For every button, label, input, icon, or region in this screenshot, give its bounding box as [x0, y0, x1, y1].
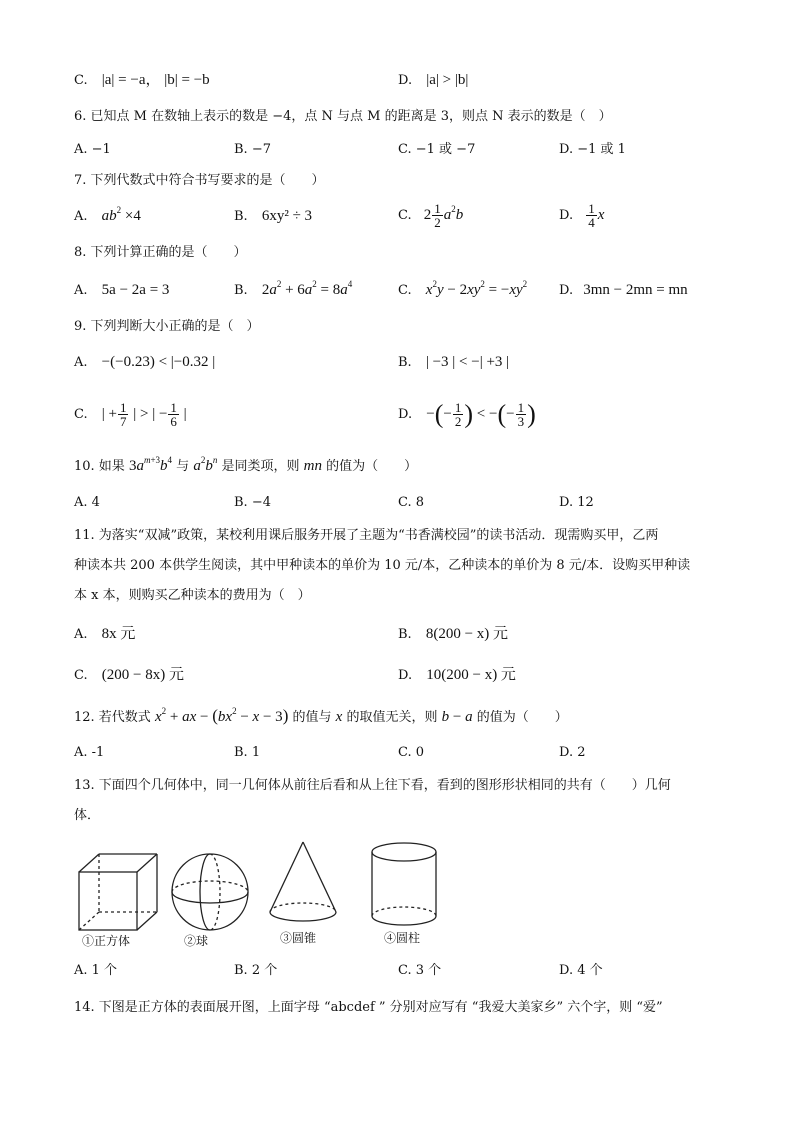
q13-line-2: 体．	[74, 808, 101, 823]
q6-option-b: B. −7	[234, 142, 271, 157]
fig-label-sphere: ②球	[184, 934, 209, 948]
q11-option-c: C. (200 − 8x) 元	[74, 667, 184, 683]
q13-option-c: C. 3 个	[398, 963, 442, 978]
q7-stem: 7. 下列代数式中符合书写要求的是（ ）	[74, 173, 325, 188]
q9-stem: 9. 下列判断大小正确的是（ ）	[74, 319, 260, 334]
q11-option-a: A. 8x 元	[74, 626, 136, 642]
q7-option-b: B. 6xy² ÷ 3	[234, 208, 313, 224]
q10-stem: 10. 如果 $3a^{m+3}b^4$ 与 $a^2b^n$ 是同类项，则 mn 的值为（ ）	[74, 455, 418, 474]
q11-line-3: 本 x 本，则购买乙种读本的费用为（ ）	[74, 588, 311, 603]
q9-option-b: B. | −3 | < −| +3 |	[398, 354, 510, 370]
q12-option-d: D. 2	[559, 745, 586, 760]
q8-option-d: D. 3mn − 2mn = mn	[559, 282, 688, 298]
cylinder-shape	[372, 843, 436, 925]
q10-option-a: A. 4	[74, 495, 100, 510]
q5-option-c: C. |a| = −a， |b| = −b	[74, 72, 210, 88]
q10-option-b: B. −4	[234, 495, 271, 510]
q5-option-d: D. |a| > |b|	[398, 72, 469, 88]
q13-option-d: D. 4 个	[559, 963, 603, 978]
q11-option-d: D. 10(200 − x) 元	[398, 667, 516, 683]
q7-option-a: A. $ab^2 \times 4$	[74, 205, 141, 224]
geometry-figure	[74, 838, 440, 950]
q6-option-c: C. −1 或 −7	[398, 142, 476, 157]
q6-option-d: D. −1 或 1	[559, 142, 626, 157]
q9-option-a: A. −(−0.23) < |−0.32 |	[74, 354, 216, 370]
q8-stem: 8. 下列计算正确的是（ ）	[74, 245, 247, 260]
q5-option-d-math: |a| > |b|	[426, 72, 469, 88]
q7-option-c: C. 2 $\frac{1}{2}$ $a^2b$	[398, 201, 464, 231]
q12-stem: 12. 若代数式 $x^2$ + ax − $(bx^2 - x - 3)$ 的值与 x 的取值无关，则 b − a 的值为（ ）	[74, 706, 568, 725]
q7-option-d: D. $\frac{1}{4}$ x	[559, 201, 605, 231]
q13-option-b: B. 2 个	[234, 963, 278, 978]
q10-option-d: D. 12	[559, 495, 594, 510]
sphere-shape	[172, 854, 248, 930]
q10-option-c: C. 8	[398, 495, 425, 510]
q14-line-1: 14. 下图是正方体的表面展开图，上面字母 “abcdef ” 分别对应写有 “我爱大美家乡” 六个字，则 “爱”	[74, 1000, 663, 1015]
q13-line-1: 13. 下面四个几何体中，同一几何体从前往后看和从上往下看，看到的图形形状相同的共有（ ）几何	[74, 778, 671, 793]
q11-line-2: 种读本共 200 本供学生阅读，其中甲种读本的单价为 10 元/本，乙种读本的单价为 8 元/本．设购买甲种读	[74, 558, 691, 573]
q13-option-a: A. 1 个	[74, 963, 118, 978]
q11-line-1: 11. 为落实“双减”政策，某校利用课后服务开展了主题为“书香满校园”的读书活动．现需购买甲，乙两	[74, 528, 659, 543]
q6-stem: 6. 已知点 M 在数轴上表示的数是 −4，点 N 与点 M 的距离是 3，则点 N 表示的数是（ ）	[74, 109, 612, 124]
cone-shape	[270, 842, 336, 921]
q12-option-c: C. 0	[398, 745, 425, 760]
q9-option-c: C. | + $\frac{1}{7}$ | > | − $\frac{1}{6}$ |	[74, 400, 187, 430]
q8-option-b: B. $2a^2 + 6a^2 = 8a^4$	[234, 279, 353, 298]
q8-option-c: C. $x^2y - 2xy^2 = -xy^2$	[398, 279, 528, 298]
q12-option-b: B. 1	[234, 745, 261, 760]
cube-shape	[79, 854, 157, 930]
q8-option-a: A. 5a − 2a = 3	[74, 282, 170, 298]
fig-label-cone: ③圆锥	[280, 931, 317, 945]
q9-option-d: D. −(− $\frac{1}{2}$ ) < −(− $\frac{1}{3}$ )	[398, 399, 536, 430]
fig-label-cube: ①正方体	[82, 934, 131, 948]
q6-option-a: A. −1	[74, 142, 111, 157]
fig-label-cylinder: ④圆柱	[384, 931, 421, 945]
q5-option-c-math: |a| = −a， |b| = −b	[101, 72, 210, 88]
q12-option-a: A. -1	[74, 745, 105, 760]
q11-option-b: B. 8(200 − x) 元	[398, 626, 509, 642]
